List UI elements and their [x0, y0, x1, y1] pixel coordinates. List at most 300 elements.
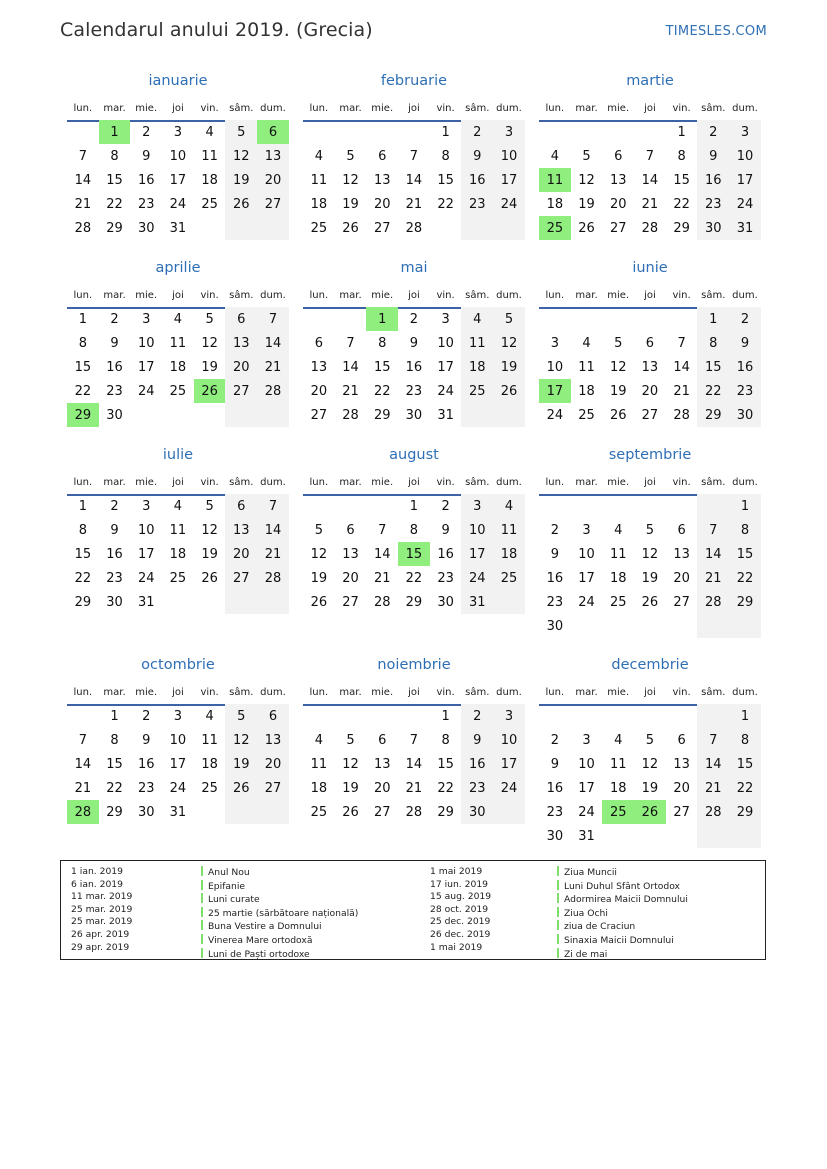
empty-cell — [493, 403, 525, 427]
day-cell: 30 — [405, 407, 423, 423]
empty-cell — [602, 307, 634, 331]
day-cell: 28 — [641, 220, 659, 236]
month-days-grid — [539, 470, 761, 638]
month-days-grid — [67, 96, 289, 240]
day-cell: 2 — [461, 704, 493, 728]
day-cell: 26 — [493, 379, 525, 403]
day-cell: 29 — [405, 594, 423, 610]
empty-cell — [335, 494, 367, 518]
legend-dates-right — [430, 866, 491, 954]
day-cell: 12 — [201, 335, 218, 351]
day-cell: 13 — [342, 546, 359, 562]
day-cell: 2 — [550, 522, 559, 538]
day-cell: 6 — [225, 307, 257, 331]
day-cell: 22 — [729, 566, 761, 590]
day-cell: 16 — [461, 168, 493, 192]
day-cell: 10 — [729, 144, 761, 168]
day-cell: 10 — [578, 546, 595, 562]
day-cell: 16 — [546, 570, 564, 586]
day-cell: 8 — [441, 732, 450, 748]
day-cell: 17 — [169, 172, 187, 188]
day-cell: 5 — [493, 307, 525, 331]
day-cell: 8 — [78, 335, 87, 351]
day-cell: 1 — [409, 498, 419, 514]
day-cell: 19 — [641, 780, 659, 796]
empty-cell — [257, 590, 289, 614]
day-cell: 15 — [697, 355, 729, 379]
legend-holiday-name: Luni curate — [208, 894, 260, 906]
day-cell: 4 — [205, 124, 214, 140]
holiday-marker-icon — [557, 907, 559, 917]
day-cell: 30 — [106, 594, 123, 610]
day-cell: 5 — [205, 498, 214, 514]
day-cell: 18 — [609, 780, 627, 796]
day-cell: 24 — [437, 383, 454, 399]
day-cell: 23 — [405, 383, 423, 399]
day-cell: 22 — [729, 776, 761, 800]
day-cell: 30 — [437, 594, 454, 610]
holiday-marker-icon — [557, 920, 559, 930]
day-cell: 6 — [378, 148, 387, 164]
weekday-header: sâm. — [697, 283, 729, 309]
day-cell: 13 — [310, 359, 328, 375]
day-cell: 12 — [641, 756, 659, 772]
day-cell: 29 — [67, 403, 99, 427]
weekday-header: mie. — [130, 470, 162, 496]
day-cell: 5 — [205, 311, 214, 327]
day-cell: 10 — [461, 518, 493, 542]
month-name: septembrie — [608, 447, 692, 463]
day-cell: 4 — [550, 148, 559, 164]
day-cell: 28 — [405, 220, 423, 236]
month-days-grid — [303, 283, 525, 427]
day-cell: 6 — [614, 148, 623, 164]
day-cell: 26 — [578, 220, 595, 236]
day-cell: 24 — [493, 776, 525, 800]
day-cell: 18 — [578, 383, 595, 399]
day-cell: 27 — [257, 776, 289, 800]
day-cell: 15 — [437, 172, 454, 188]
weekday-header: dum. — [257, 96, 289, 122]
day-cell: 2 — [110, 311, 119, 327]
day-cell: 14 — [405, 756, 423, 772]
holiday-marker-icon — [557, 893, 559, 903]
day-cell: 27 — [373, 804, 391, 820]
day-cell: 19 — [342, 780, 359, 796]
day-cell: 1 — [697, 307, 729, 331]
day-cell: 13 — [257, 144, 289, 168]
month-name: iunie — [632, 260, 668, 276]
day-cell: 6 — [645, 335, 655, 351]
empty-cell — [162, 403, 194, 427]
day-cell: 19 — [493, 355, 525, 379]
empty-cell — [697, 824, 729, 848]
day-cell: 18 — [546, 196, 564, 212]
day-cell: 2 — [729, 307, 761, 331]
weekday-header: mie. — [130, 680, 162, 706]
day-cell: 4 — [582, 335, 591, 351]
weekday-header: vin. — [666, 470, 698, 496]
day-cell: 23 — [106, 570, 123, 586]
day-cell: 23 — [697, 192, 729, 216]
day-cell: 21 — [641, 196, 659, 212]
day-cell: 10 — [493, 728, 525, 752]
day-cell: 22 — [106, 780, 123, 796]
day-cell: 4 — [493, 494, 525, 518]
weekday-header: mie. — [602, 96, 634, 122]
day-cell: 20 — [225, 542, 257, 566]
weekday-header: lun. — [539, 96, 571, 122]
day-cell: 28 — [74, 220, 92, 236]
day-cell: 13 — [225, 518, 257, 542]
empty-cell — [366, 120, 398, 144]
weekday-header: lun. — [67, 470, 99, 496]
day-cell: 9 — [461, 144, 493, 168]
day-cell: 16 — [697, 168, 729, 192]
day-cell: 11 — [201, 148, 218, 164]
month-days-grid — [539, 680, 761, 848]
day-cell: 22 — [437, 780, 454, 796]
legend-date: 15 aug. 2019 — [430, 891, 492, 903]
empty-cell — [634, 704, 666, 728]
day-cell: 30 — [546, 828, 564, 844]
day-cell: 10 — [137, 335, 155, 351]
empty-cell — [335, 307, 367, 331]
empty-cell — [493, 216, 525, 240]
empty-cell — [257, 216, 289, 240]
empty-cell — [666, 824, 698, 848]
day-cell: 3 — [729, 120, 761, 144]
empty-cell — [571, 704, 603, 728]
day-cell: 14 — [74, 756, 92, 772]
day-cell: 11 — [493, 518, 525, 542]
weekday-header: sâm. — [225, 680, 257, 706]
weekday-header: joi — [162, 680, 194, 706]
day-cell: 1 — [78, 311, 87, 327]
day-cell: 26 — [310, 594, 328, 610]
day-cell: 25 — [201, 780, 218, 796]
day-cell: 6 — [346, 522, 355, 538]
day-cell: 2 — [409, 311, 419, 327]
legend-holiday-name: Sinaxia Maicii Domnului — [564, 934, 674, 946]
day-cell: 12 — [342, 756, 359, 772]
day-cell: 2 — [550, 732, 559, 748]
weekday-header: lun. — [303, 470, 335, 496]
weekday-header: vin. — [194, 680, 226, 706]
day-cell: 20 — [342, 570, 359, 586]
day-cell: 6 — [314, 335, 323, 351]
day-cell: 17 — [461, 542, 493, 566]
legend-names-left — [201, 866, 358, 961]
empty-cell — [430, 216, 462, 240]
month-name: ianuarie — [148, 73, 208, 89]
day-cell: 17 — [493, 752, 525, 776]
weekday-header: dum. — [257, 470, 289, 496]
legend-item — [557, 920, 688, 934]
empty-cell — [697, 494, 729, 518]
empty-cell — [729, 824, 761, 848]
empty-cell — [729, 614, 761, 638]
day-cell: 3 — [441, 311, 450, 327]
day-cell: 21 — [373, 570, 391, 586]
day-cell: 5 — [346, 732, 355, 748]
weekday-header: dum. — [493, 680, 525, 706]
brand-link[interactable]: TIMESLES.COM — [665, 24, 767, 39]
day-cell: 30 — [461, 800, 493, 824]
day-cell: 17 — [493, 168, 525, 192]
day-cell: 22 — [697, 379, 729, 403]
day-cell: 23 — [137, 780, 155, 796]
day-cell: 6 — [677, 522, 686, 538]
day-cell: 14 — [673, 359, 690, 375]
day-cell: 21 — [697, 566, 729, 590]
weekday-header: dum. — [729, 470, 761, 496]
empty-cell — [303, 494, 335, 518]
day-cell: 19 — [225, 752, 257, 776]
empty-cell — [634, 614, 666, 638]
weekday-header: sâm. — [697, 96, 729, 122]
weekday-header: sâm. — [461, 470, 493, 496]
empty-cell — [697, 614, 729, 638]
empty-cell — [571, 307, 603, 331]
day-cell: 9 — [110, 335, 119, 351]
day-cell: 23 — [729, 379, 761, 403]
day-cell: 24 — [493, 192, 525, 216]
day-cell: 7 — [78, 732, 87, 748]
day-cell: 9 — [142, 148, 151, 164]
day-cell: 1 — [441, 708, 450, 724]
day-cell: 11 — [539, 168, 571, 192]
legend-holiday-name: 25 martie (sărbătoare națională) — [208, 907, 359, 919]
day-cell: 17 — [137, 546, 155, 562]
day-cell: 15 — [106, 172, 123, 188]
empty-cell — [539, 120, 571, 144]
legend-item — [557, 893, 688, 907]
empty-cell — [571, 120, 603, 144]
empty-cell — [697, 704, 729, 728]
day-cell: 12 — [641, 546, 659, 562]
day-cell: 2 — [461, 120, 493, 144]
empty-cell — [493, 800, 525, 824]
day-cell: 7 — [409, 148, 419, 164]
day-cell: 12 — [225, 728, 257, 752]
legend-date: 26 dec. 2019 — [430, 928, 491, 940]
day-cell: 20 — [373, 780, 391, 796]
empty-cell — [666, 614, 698, 638]
legend-date: 1 ian. 2019 — [71, 866, 123, 877]
day-cell: 16 — [106, 359, 123, 375]
day-cell: 6 — [378, 732, 387, 748]
day-cell: 1 — [366, 307, 398, 331]
day-cell: 9 — [142, 732, 151, 748]
day-cell: 8 — [409, 522, 419, 538]
weekday-header: dum. — [729, 96, 761, 122]
weekday-header: mar. — [99, 283, 131, 309]
weekday-header: mie. — [366, 470, 398, 496]
day-cell: 25 — [461, 379, 493, 403]
legend-holiday-name: Ziua Muncii — [564, 867, 617, 878]
day-cell: 4 — [173, 311, 183, 327]
holiday-marker-icon — [557, 934, 559, 944]
day-cell: 24 — [169, 196, 187, 212]
weekday-header: sâm. — [461, 680, 493, 706]
empty-cell — [571, 494, 603, 518]
empty-cell — [666, 704, 698, 728]
empty-cell — [130, 403, 162, 427]
empty-cell — [539, 307, 571, 331]
day-cell: 6 — [257, 120, 289, 144]
day-cell: 30 — [729, 403, 761, 427]
day-cell: 14 — [697, 752, 729, 776]
day-cell: 13 — [609, 172, 627, 188]
weekday-header: mar. — [99, 680, 131, 706]
day-cell: 7 — [645, 148, 655, 164]
legend-date: 26 apr. 2019 — [71, 928, 130, 940]
day-cell: 7 — [346, 335, 355, 351]
empty-cell — [461, 403, 493, 427]
day-cell: 2 — [441, 498, 450, 514]
weekday-header: mie. — [130, 96, 162, 122]
month-name: iulie — [162, 447, 194, 463]
day-cell: 2 — [142, 708, 151, 724]
day-cell: 11 — [609, 546, 627, 562]
weekday-header: mie. — [366, 96, 398, 122]
weekday-header: vin. — [194, 283, 226, 309]
day-cell: 3 — [582, 732, 591, 748]
legend-item — [557, 907, 688, 921]
day-cell: 7 — [677, 335, 686, 351]
legend-holiday-name: Anul Nou — [208, 867, 250, 878]
day-cell: 7 — [78, 148, 87, 164]
day-cell: 21 — [673, 383, 690, 399]
day-cell: 16 — [405, 359, 423, 375]
day-cell: 20 — [225, 355, 257, 379]
empty-cell — [493, 590, 525, 614]
weekday-header: lun. — [303, 680, 335, 706]
day-cell: 19 — [641, 570, 659, 586]
day-cell: 13 — [373, 172, 391, 188]
weekday-header: lun. — [67, 96, 99, 122]
day-cell: 14 — [342, 359, 359, 375]
holiday-marker-icon — [201, 907, 203, 917]
day-cell: 23 — [137, 196, 155, 212]
day-cell: 16 — [137, 172, 155, 188]
day-cell: 12 — [201, 522, 218, 538]
weekday-header: mar. — [571, 680, 603, 706]
day-cell: 11 — [201, 732, 218, 748]
day-cell: 9 — [110, 522, 119, 538]
legend-dates-left — [71, 866, 132, 954]
day-cell: 17 — [137, 359, 155, 375]
day-cell: 25 — [578, 407, 595, 423]
weekday-header: dum. — [257, 283, 289, 309]
day-cell: 9 — [697, 144, 729, 168]
day-cell: 31 — [169, 804, 187, 820]
day-cell: 15 — [74, 359, 92, 375]
weekday-header: vin. — [666, 283, 698, 309]
day-cell: 28 — [257, 566, 289, 590]
weekday-header: mar. — [335, 680, 367, 706]
day-cell: 12 — [578, 172, 595, 188]
day-cell: 8 — [110, 732, 119, 748]
day-cell: 22 — [405, 570, 423, 586]
day-cell: 12 — [310, 546, 328, 562]
day-cell: 30 — [137, 220, 155, 236]
month-days-grid — [303, 470, 525, 614]
day-cell: 7 — [409, 732, 419, 748]
day-cell: 10 — [437, 335, 454, 351]
legend-date: 1 mai 2019 — [430, 866, 483, 877]
weekday-header: mar. — [335, 470, 367, 496]
weekday-header: vin. — [666, 680, 698, 706]
legend-item — [557, 866, 688, 880]
weekday-header: sâm. — [225, 96, 257, 122]
day-cell: 16 — [729, 355, 761, 379]
empty-cell — [634, 494, 666, 518]
day-cell: 29 — [373, 407, 391, 423]
day-cell: 12 — [493, 331, 525, 355]
day-cell: 29 — [673, 220, 690, 236]
day-cell: 9 — [441, 522, 450, 538]
day-cell: 25 — [169, 383, 187, 399]
legend-item — [201, 907, 358, 921]
weekday-header: vin. — [666, 96, 698, 122]
month-name: noiembrie — [377, 657, 451, 673]
day-cell: 8 — [378, 335, 387, 351]
empty-cell — [225, 590, 257, 614]
month-name: mai — [400, 260, 428, 276]
day-cell: 11 — [169, 335, 187, 351]
holiday-legend — [60, 860, 766, 960]
day-cell: 3 — [461, 494, 493, 518]
legend-date: 29 apr. 2019 — [71, 941, 130, 953]
empty-cell — [539, 704, 571, 728]
empty-cell — [602, 614, 634, 638]
empty-cell — [225, 216, 257, 240]
legend-item — [201, 920, 358, 934]
day-cell: 27 — [673, 594, 690, 610]
day-cell: 10 — [169, 732, 187, 748]
day-cell: 21 — [257, 542, 289, 566]
month-days-grid — [67, 470, 289, 614]
day-cell: 5 — [614, 335, 623, 351]
weekday-header: joi — [162, 283, 194, 309]
day-cell: 21 — [697, 776, 729, 800]
day-cell: 31 — [461, 590, 493, 614]
day-cell: 14 — [373, 546, 391, 562]
weekday-header: sâm. — [697, 680, 729, 706]
day-cell: 20 — [373, 196, 391, 212]
month-days-grid — [67, 283, 289, 427]
legend-date: 1 mai 2019 — [430, 941, 483, 953]
month-days-grid — [303, 96, 525, 240]
day-cell: 31 — [437, 407, 454, 423]
day-cell: 25 — [201, 196, 218, 212]
day-cell: 22 — [373, 383, 391, 399]
legend-holiday-name: Zi de mai — [564, 948, 608, 960]
day-cell: 21 — [405, 780, 423, 796]
weekday-header: sâm. — [461, 96, 493, 122]
weekday-header: mie. — [602, 680, 634, 706]
empty-cell — [257, 403, 289, 427]
day-cell: 18 — [493, 542, 525, 566]
day-cell: 29 — [74, 594, 92, 610]
day-cell: 7 — [257, 307, 289, 331]
day-cell: 18 — [310, 780, 328, 796]
day-cell: 7 — [257, 494, 289, 518]
weekday-header: mar. — [99, 96, 131, 122]
day-cell: 8 — [677, 148, 686, 164]
